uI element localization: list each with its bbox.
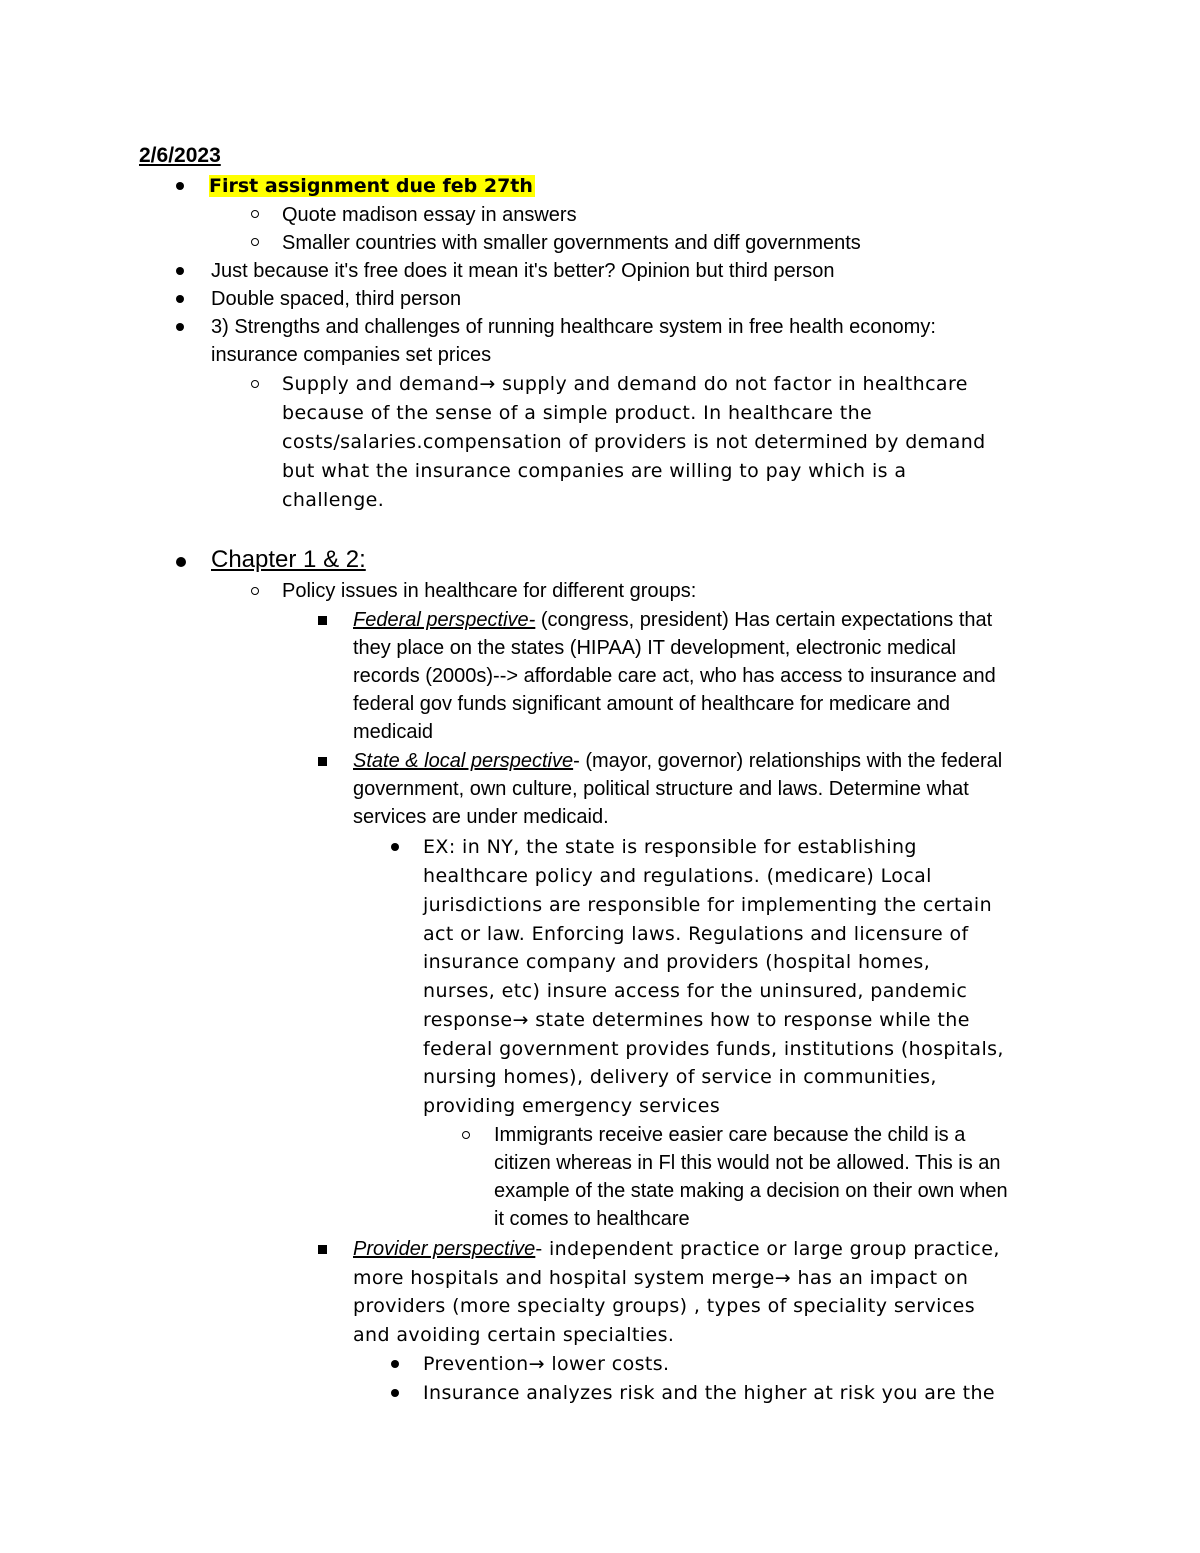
bullet-circle-icon: [462, 1131, 470, 1139]
strengths-line-1: 3) Strengths and challenges of running healthcare system in free health economy:: [211, 316, 936, 338]
bullet-disc-icon: [176, 295, 184, 303]
assignment-item: [209, 172, 535, 200]
provider-text: - independent practice or large group practice,: [535, 1238, 1000, 1260]
federal-line-4: federal gov funds significant amount of healthcare for medicare and: [353, 693, 951, 715]
supply-line-4: but what the insurance companies are willing to pay which is a: [282, 460, 907, 482]
ex-line-1: EX: in NY, the state is responsible for establishing: [423, 836, 917, 858]
provider-line-3: providers (more specialty groups) , types of speciality services: [353, 1295, 976, 1317]
state-line-1: [353, 747, 1002, 775]
prevention-item: Prevention→ lower costs.: [423, 1353, 670, 1375]
ex-line-5: insurance company and providers (hospital homes,: [423, 951, 931, 973]
provider-line-2: more hospitals and hospital system merge→ has an impact on: [353, 1267, 969, 1289]
bullet-disc-icon: [391, 843, 399, 851]
ex-line-4: act or law. Enforcing laws. Regulations and licensure of: [423, 923, 969, 945]
bullet-disc-icon: [176, 182, 184, 190]
federal-line-1: [353, 606, 992, 634]
bullet-disc-icon: [176, 267, 184, 275]
federal-label: Federal perspective-: [353, 609, 536, 631]
ex-line-3: jurisdictions are responsible for implementing the certain: [423, 894, 993, 916]
bullet-square-icon: [318, 757, 327, 766]
bullet-disc-icon: [391, 1389, 399, 1397]
policy-issues-item: Policy issues in healthcare for different groups:: [282, 580, 697, 602]
chapter-heading: Chapter 1 & 2:: [211, 546, 366, 573]
supply-line-1: Supply and demand→ supply and demand do not factor in healthcare: [282, 373, 968, 395]
immigrants-line-2: citizen whereas in Fl this would not be allowed. This is an: [494, 1152, 1001, 1174]
supply-line-2: because of the sense of a simple product. In healthcare the: [282, 402, 873, 424]
ex-line-8: federal government provides funds, institutions (hospitals,: [423, 1038, 1004, 1060]
federal-line-5: medicaid: [353, 721, 434, 743]
state-label: State & local perspective: [353, 750, 574, 772]
bullet-circle-icon: [251, 380, 259, 388]
ex-line-6: nurses, etc) insure access for the uninsured, pandemic: [423, 980, 968, 1002]
bullet-circle-icon: [251, 587, 259, 595]
quote-madison-item: Quote madison essay in answers: [282, 204, 577, 226]
bullet-circle-icon: [251, 210, 259, 218]
supply-line-3: costs/salaries.compensation of providers is not determined by demand: [282, 431, 986, 453]
provider-label: Provider perspective: [353, 1238, 536, 1260]
bullet-disc-icon: [176, 323, 184, 331]
state-text: - (mayor, governor) relationships with the federal: [573, 750, 1003, 772]
insurance-risk-item: Insurance analyzes risk and the higher at risk you are the: [423, 1382, 995, 1404]
ex-line-9: nursing homes), delivery of service in communities,: [423, 1066, 937, 1088]
assignment-highlight: First assignment due feb 27th: [209, 175, 533, 197]
ex-line-10: providing emergency services: [423, 1095, 721, 1117]
ex-line-2: healthcare policy and regulations. (medicare) Local: [423, 865, 932, 887]
immigrants-line-1: Immigrants receive easier care because the child is a: [494, 1124, 966, 1146]
free-better-item: Just because it's free does it mean it's better? Opinion but third person: [211, 260, 835, 282]
strengths-line-2: insurance companies set prices: [211, 344, 492, 366]
date-heading: 2/6/2023: [139, 144, 221, 167]
bullet-circle-icon: [251, 238, 259, 246]
bullet-square-icon: [318, 616, 327, 625]
bullet-disc-icon: [176, 557, 186, 567]
federal-line-3: records (2000s)--> affordable care act, who has access to insurance and: [353, 665, 996, 687]
double-spaced-item: Double spaced, third person: [211, 288, 462, 310]
bullet-disc-icon: [391, 1360, 399, 1368]
provider-line-4: and avoiding certain specialties.: [353, 1324, 675, 1346]
immigrants-line-4: it comes to healthcare: [494, 1208, 690, 1230]
supply-line-5: challenge.: [282, 489, 385, 511]
provider-line-1: [353, 1235, 1000, 1263]
state-line-3: services are under medicaid.: [353, 806, 609, 828]
state-line-2: government, own culture, political structure and laws. Determine what: [353, 778, 969, 800]
immigrants-line-3: example of the state making a decision on their own when: [494, 1180, 1008, 1202]
federal-line-2: they place on the states (HIPAA) IT development, electronic medical: [353, 637, 956, 659]
smaller-countries-item: Smaller countries with smaller governments and diff governments: [282, 232, 861, 254]
bullet-square-icon: [318, 1245, 327, 1254]
ex-line-7: response→ state determines how to response while the: [423, 1009, 970, 1031]
federal-text: (congress, president) Has certain expectations that: [535, 609, 993, 631]
